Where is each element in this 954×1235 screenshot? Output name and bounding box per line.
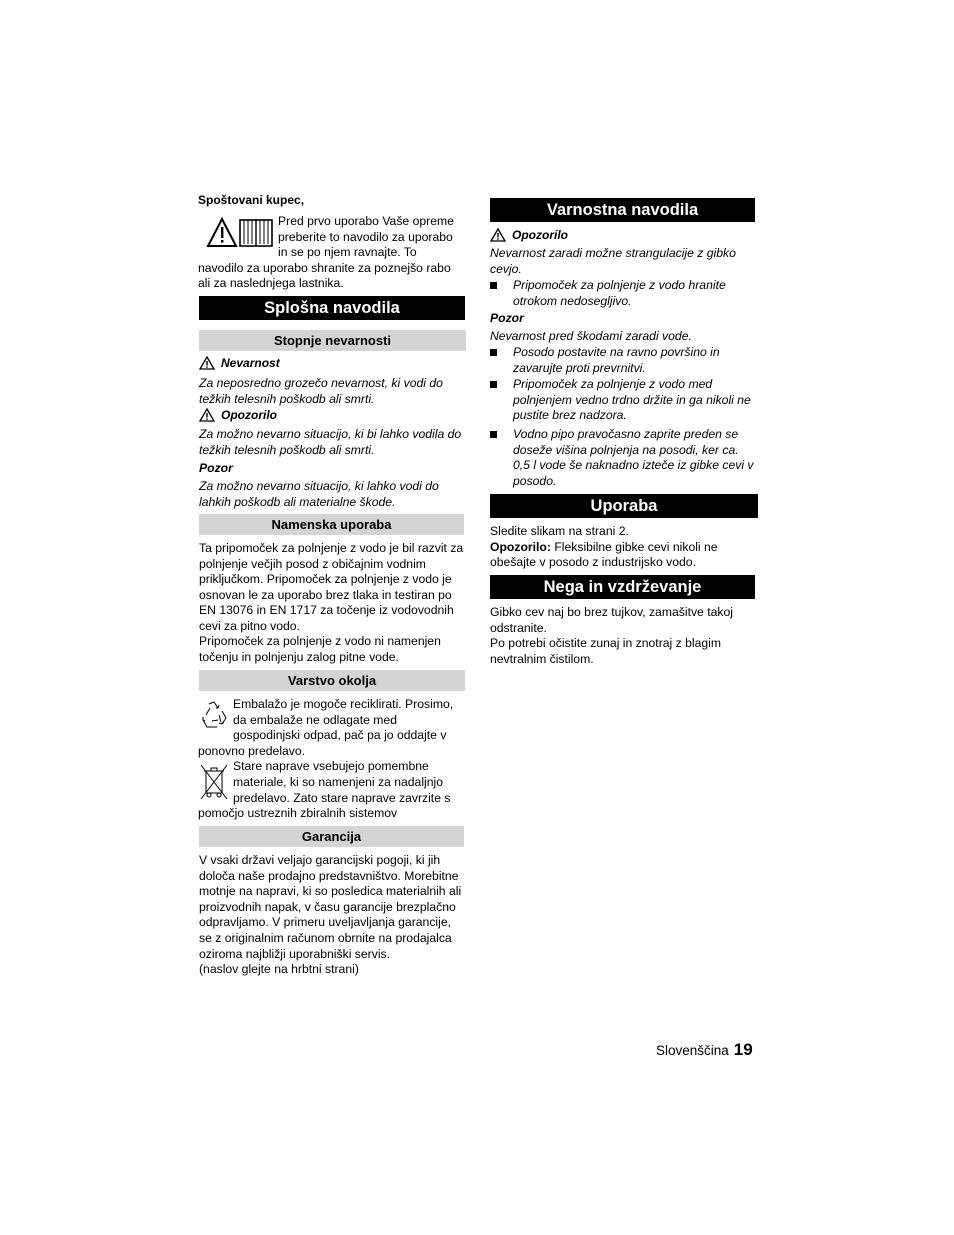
list-item bbox=[490, 377, 754, 424]
nevarnost-label bbox=[199, 356, 280, 370]
bullet-square-icon bbox=[490, 282, 497, 289]
warning-book-icon bbox=[206, 217, 274, 249]
greeting: Spoštovani kupec, bbox=[198, 193, 305, 207]
list-item bbox=[490, 427, 754, 489]
page-footer bbox=[656, 1040, 753, 1060]
list-item-text: Pripomoček za polnjenje z vodo med polnjenjem vedno trdno držite in ga nikoli ne pustite brez nadzora. bbox=[513, 377, 751, 423]
weee-bin-icon bbox=[199, 763, 229, 801]
read-manual-icon-group bbox=[206, 217, 274, 254]
garancija-text: V vsaki državi veljajo garancijski pogoji, ki jih določa naše prodajno predstavništvo. Morebitne motnje na napravi, ki so posledica materialnih ali proizvodnih napak, v času garancije brezplačno odpravljamo. V primeru uveljavljanja garancije, se z originalnim računom obrnite na prodajalca oziroma najbližji uporabniški servis. bbox=[199, 853, 462, 961]
pozor-text: Za možno nevarno situacijo, ki lahko vodi do lahkih poškodb ali materialne škode. bbox=[199, 479, 439, 509]
pozor-label: Pozor bbox=[199, 461, 233, 475]
list-item bbox=[490, 278, 754, 309]
uporaba-text: Sledite slikam na strani 2. bbox=[490, 524, 629, 538]
nevarnost-text: Za neposredno grozečo nevarnost, ki vodi do težkih telesnih poškodb ali smrti. bbox=[199, 376, 443, 406]
uporaba-opozorilo-label: Opozorilo: bbox=[490, 539, 551, 554]
section-header-uporaba: Uporaba bbox=[490, 494, 758, 518]
opozorilo-label bbox=[199, 408, 277, 422]
opozorilo-label-text: Opozorilo bbox=[221, 408, 277, 422]
page-number: 19 bbox=[733, 1040, 753, 1059]
opozorilo-text: Za možno nevarno situacijo, ki bi lahko vodila do težkih telesnih poškodb ali smrti. bbox=[199, 427, 462, 457]
section-header-varnostna: Varnostna navodila bbox=[490, 198, 755, 222]
warning-triangle-icon bbox=[490, 228, 506, 242]
list-item-text: Pripomoček za polnjenje z vodo hranite otrokom nedosegljivo. bbox=[513, 278, 726, 308]
nega-text-2: Po potrebi očistite zunaj in znotraj z blagim nevtralnim čistilom. bbox=[490, 636, 722, 666]
varstvo-text-block bbox=[198, 697, 466, 822]
bullet-square-icon bbox=[490, 381, 497, 388]
bullet-square-icon bbox=[490, 431, 497, 438]
subsection-header-namenska: Namenska uporaba bbox=[199, 514, 464, 535]
intro-line-2: preberite to navodilo za uporabo bbox=[278, 229, 453, 244]
varnostna-bullet-list-2 bbox=[490, 345, 754, 489]
recycle-text: Embalažo je mogoče reciklirati. Prosimo, da embalaže ne odlagate med gospodinjski odpad, pač pa jo oddajte v ponovno predelavo. bbox=[198, 697, 454, 758]
uporaba-opozorilo-text: Fleksibilne gibke cevi nikoli ne obešajte v posodo z industrijsko vodo. bbox=[490, 539, 718, 570]
nevarnost-label-text: Nevarnost bbox=[221, 356, 280, 370]
subsection-header-varstvo: Varstvo okolja bbox=[199, 670, 465, 691]
intro-line-4: navodilo za uporabo shranite za poznejšo rabo bbox=[198, 260, 451, 275]
nega-text-1: Gibko cev naj bo brez tujkov, zamašitve takoj odstranite. bbox=[490, 605, 733, 635]
recycle-float-spacer bbox=[198, 697, 233, 743]
varnostna-pozor-text: Nevarnost pred škodami zaradi vode. bbox=[490, 329, 692, 343]
weee-text: Stare naprave vsebujejo pomembne materiale, ki so namenjeni za nadaljnjo predelavo. Zato stare naprave zavrzite s pomočjo ustreznih zbiralnih sistemov bbox=[198, 759, 451, 821]
garancija-note: (naslov glejte na hrbtni strani) bbox=[199, 962, 359, 976]
varnostna-opozorilo-text-label: Opozorilo bbox=[512, 228, 568, 242]
list-item-text: Posodo postavite na ravno površino in zavarujte proti prevrnitvi. bbox=[513, 345, 720, 375]
intro-line-5: ali za naslednjega lastnika. bbox=[198, 276, 344, 291]
varnostna-bullet-list-1 bbox=[490, 278, 754, 309]
section-header-splosna: Splošna navodila bbox=[199, 296, 465, 320]
warning-triangle-icon bbox=[199, 356, 215, 370]
subsection-header-stopnje: Stopnje nevarnosti bbox=[199, 330, 466, 351]
list-item bbox=[490, 345, 754, 376]
footer-language: Slovenščina bbox=[656, 1043, 729, 1058]
list-item-text: Vodno pipo pravočasno zaprite preden se doseže višina polnjenja na posodi, ker ca. 0,5 l vode še naknadno izteče iz gibke cevi v posodo. bbox=[513, 426, 754, 488]
uporaba-opozorilo bbox=[490, 540, 754, 571]
namenska-text-1: Ta pripomoček za polnjenje z vodo je bil razvit za polnjenje večjih posod z običajnim vodnim priključkom. Pripomoček za polnjenje z vodo je osnovan le za uporabo brez tlaka in testiran po EN 13076 in EN 1717 za točenje iz vodovodnih cevi za pitno vodo. bbox=[199, 541, 464, 633]
bullet-square-icon bbox=[490, 349, 497, 356]
varnostna-opozorilo-text: Nevarnost zaradi možne strangulacije z gibko cevjo. bbox=[490, 246, 736, 276]
intro-line-1: Pred prvo uporabo Vaše opreme bbox=[278, 214, 454, 228]
intro-line-3: in se po njem ravnajte. To bbox=[278, 245, 417, 260]
subsection-header-garancija: Garancija bbox=[199, 826, 464, 847]
varnostna-opozorilo-label bbox=[490, 228, 568, 242]
varnostna-pozor-label: Pozor bbox=[490, 311, 524, 325]
section-header-nega: Nega in vzdrževanje bbox=[490, 575, 755, 599]
warning-triangle-icon bbox=[199, 408, 215, 422]
namenska-text-2: Pripomoček za polnjenje z vodo ni namenjen točenju in polnjenju zalog pitne vode. bbox=[199, 634, 441, 664]
